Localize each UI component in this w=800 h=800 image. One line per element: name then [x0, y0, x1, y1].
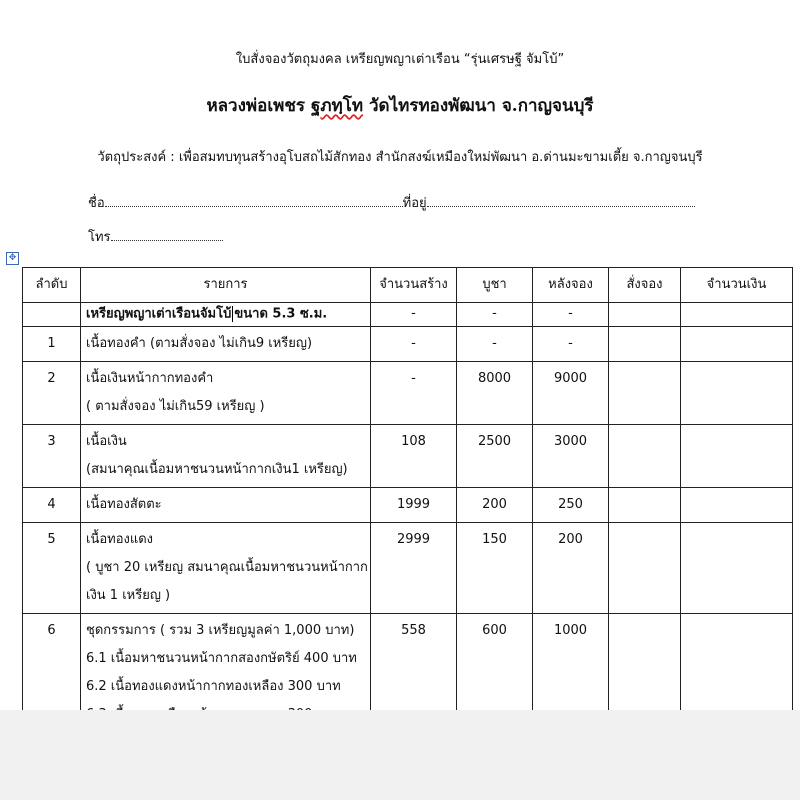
name-address-row — [88, 192, 695, 213]
order-table — [22, 267, 793, 768]
row-built: 108 — [371, 424, 457, 487]
desc-line: 6.1 เนื้อมหาชนวนหน้ากากสองกษัตริย์ 400 บาท — [86, 650, 357, 666]
table-row — [23, 522, 793, 613]
name-blank[interactable] — [105, 194, 403, 207]
row-no: 2 — [23, 361, 81, 424]
spellcheck-word: ฐภทฺโท — [310, 96, 364, 116]
row-desc — [81, 522, 371, 613]
address-label: ที่อยู่ — [402, 196, 427, 211]
phone-row — [88, 226, 223, 247]
desc-line: เนื้อทองคำ (ตามสั่งจอง ไม่เกิน9 เหรียญ) — [86, 335, 313, 351]
row-no: 5 — [23, 522, 81, 613]
row-no: 3 — [23, 424, 81, 487]
header-item: รายการ — [81, 268, 371, 303]
row-after-booking: 200 — [533, 522, 609, 613]
row-desc — [81, 361, 371, 424]
row-no — [23, 303, 81, 327]
row-amount[interactable] — [681, 326, 793, 361]
phone-label: โทร — [88, 230, 111, 245]
row-order[interactable] — [609, 522, 681, 613]
name-label: ชื่อ — [88, 196, 105, 211]
desc-line: ขนาด 5.3 ซ.ม. — [234, 306, 328, 322]
table-row — [23, 303, 793, 327]
row-built: 558 — [371, 613, 457, 732]
desc-line: 6.2 เนื้อทองแดงหน้ากากทองเหลือง 300 บาท — [86, 678, 341, 694]
row-order[interactable] — [609, 424, 681, 487]
desc-line: เหรียญพญาเต่าเรือนจัมโบ้ — [86, 306, 232, 322]
order-form-title: ใบสั่งจองวัตถุมงคล เหรียญพญาเต่าเรือน “รุ่นเศรษฐี จัมโบ้” — [235, 52, 565, 67]
monk-title — [0, 92, 800, 119]
row-after-booking: - — [533, 303, 609, 327]
header-no: ลำดับ — [23, 268, 81, 303]
row-after-booking: 3000 — [533, 424, 609, 487]
row-built: - — [371, 303, 457, 327]
desc-line: ชุดกรรมการ ( รวม 3 เหรียญมูลค่า 1,000 บาท) — [86, 622, 355, 638]
row-order[interactable] — [609, 303, 681, 327]
page-bottom-background — [0, 710, 800, 800]
row-price: 600 — [457, 613, 533, 732]
header-price: บูชา — [457, 268, 533, 303]
header-amount: จำนวนเงิน — [681, 268, 793, 303]
row-built: 1999 — [371, 487, 457, 522]
row-desc — [81, 303, 371, 327]
row-no: 1 — [23, 326, 81, 361]
row-built: - — [371, 326, 457, 361]
row-amount[interactable] — [681, 303, 793, 327]
monk-prefix: หลวงพ่อเพชร — [206, 96, 311, 116]
desc-line: ( บูชา 20 เหรียญ สมนาคุณเนื้อมหาชนวนหน้ากาก — [86, 559, 368, 575]
table-row — [23, 487, 793, 522]
row-desc — [81, 424, 371, 487]
row-price: - — [457, 326, 533, 361]
row-order[interactable] — [609, 487, 681, 522]
header-after-booking: หลังจอง — [533, 268, 609, 303]
table-move-handle-icon[interactable]: ✥ — [6, 252, 19, 265]
row-desc — [81, 326, 371, 361]
desc-line: เงิน 1 เหรียญ ) — [86, 587, 171, 603]
row-order[interactable] — [609, 326, 681, 361]
row-price: 8000 — [457, 361, 533, 424]
table-row — [23, 361, 793, 424]
address-blank[interactable] — [427, 194, 695, 207]
row-amount[interactable] — [681, 522, 793, 613]
row-after-booking: 1000 — [533, 613, 609, 732]
row-desc — [81, 487, 371, 522]
row-built: 2999 — [371, 522, 457, 613]
header-order: สั่งจอง — [609, 268, 681, 303]
desc-line: ( ตามสั่งจอง ไม่เกิน59 เหรียญ ) — [86, 398, 265, 414]
desc-line: เนื้อทองแดง — [86, 531, 154, 547]
row-order[interactable] — [609, 361, 681, 424]
row-price: 2500 — [457, 424, 533, 487]
phone-blank[interactable] — [111, 228, 223, 241]
header-built: จำนวนสร้าง — [371, 268, 457, 303]
desc-line: (สมนาคุณเนื้อมหาชนวนหน้ากากเงิน1 เหรียญ) — [86, 461, 348, 477]
row-after-booking: 9000 — [533, 361, 609, 424]
row-after-booking: - — [533, 326, 609, 361]
row-no: 6 — [23, 613, 81, 732]
row-built: - — [371, 361, 457, 424]
row-price: 200 — [457, 487, 533, 522]
table-row — [23, 326, 793, 361]
desc-line: เนื้อเงินหน้ากากทองคำ — [86, 370, 214, 386]
monk-suffix: วัดไทรทองพัฒนา จ.กาญจนบุรี — [363, 96, 594, 116]
row-no: 4 — [23, 487, 81, 522]
row-amount[interactable] — [681, 487, 793, 522]
row-after-booking: 250 — [533, 487, 609, 522]
row-price: - — [457, 303, 533, 327]
desc-line: เนื้อทองสัตตะ — [86, 496, 162, 512]
desc-line: เนื้อเงิน — [86, 433, 127, 449]
row-amount[interactable] — [681, 424, 793, 487]
table-header-row — [23, 268, 793, 303]
row-price: 150 — [457, 522, 533, 613]
table-row — [23, 424, 793, 487]
row-amount[interactable] — [681, 361, 793, 424]
purpose-line: วัตถุประสงค์ : เพื่อสมทบทุนสร้างอุโบสถไม้สักทอง สำนักสงฆ์เหมืองใหม่พัฒนา อ.ด่านมะขามเตี้ย จ.กาญจนบุรี — [97, 150, 703, 165]
